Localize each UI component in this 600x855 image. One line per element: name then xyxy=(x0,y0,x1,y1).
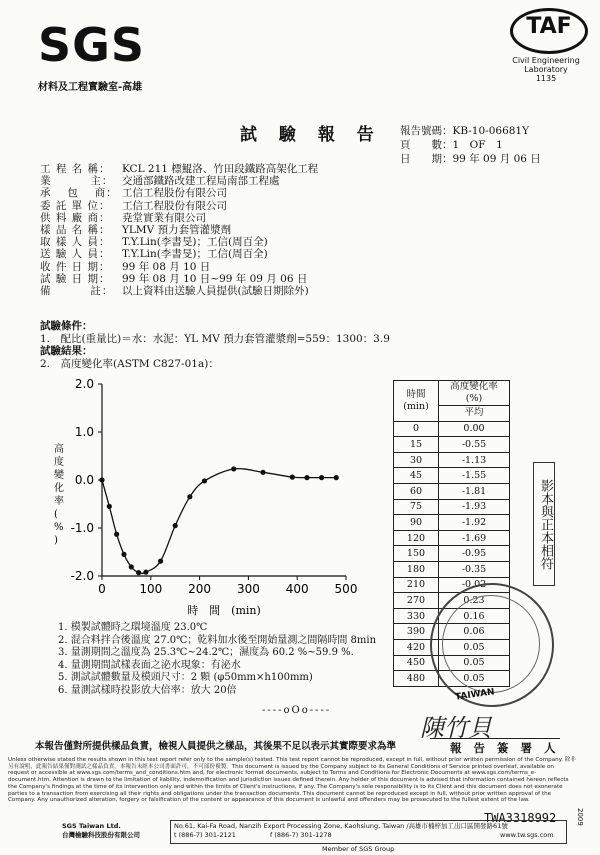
note-item: 5. 測試試體數量及模頭尺寸：2 顆 (φ50mm×h100mm) xyxy=(58,672,313,684)
company-web: www.tw.sgs.com xyxy=(500,831,554,839)
table-row xyxy=(394,499,510,515)
x-tick-label: 100 xyxy=(139,582,163,596)
info-row: 樣 品 名 稱： YLMV 預力套管灌漿劑 xyxy=(40,223,232,236)
copy-stamp: 影本與正本相符 xyxy=(533,462,555,586)
seal-text: TAIWAN xyxy=(454,687,496,703)
time-cell: 90 xyxy=(394,515,439,531)
data-point xyxy=(143,570,148,575)
info-row: 工 程 名 稱： KCL 211 標鯤洛、竹田段鐵路高架化工程 xyxy=(40,163,319,175)
change-cell: -0.95 xyxy=(439,546,510,562)
test-conditions xyxy=(40,320,390,370)
y-tick-label: 2.0 xyxy=(74,377,94,391)
time-header: 時間 (min) xyxy=(394,381,439,422)
time-cell: 390 xyxy=(394,624,439,640)
note-item: 2. 混合料拌合後溫度 27.0℃；乾料加水後至開始量測之間隔時間 8min xyxy=(58,634,377,646)
x-tick-label: 300 xyxy=(236,582,260,596)
data-point xyxy=(107,504,112,509)
note-item: 4. 量測期間試樣表面之泌水現象：有泌水 xyxy=(58,659,241,671)
time-cell: 45 xyxy=(394,468,439,484)
sample-disclaimer: 本報告僅對所提供樣品負責，檢視人員提供之樣品，其後果不足以表示其實際要求為準 xyxy=(35,741,397,752)
table-row xyxy=(394,483,510,499)
lab-subtitle: 材料及工程實驗室-高雄 xyxy=(38,82,143,93)
info-row: 承 包 商： 工信工程股份有限公司 xyxy=(40,187,227,200)
x-tick-label: 0 xyxy=(98,582,106,596)
data-point xyxy=(187,494,192,499)
table-row xyxy=(394,530,510,546)
signature-line xyxy=(430,738,560,739)
change-cell: 0.05 xyxy=(439,671,510,687)
change-cell: -1.13 xyxy=(439,452,510,468)
form-code: TWA3318992 xyxy=(484,811,557,825)
info-row: 委 託 單 位： 工信工程股份有限公司 xyxy=(40,199,227,212)
data-point xyxy=(334,475,339,480)
change-cell: -1.92 xyxy=(439,515,510,531)
info-row: 收 件 日 期： 99 年 08 月 10 日 xyxy=(40,260,211,273)
change-cell: 0.00 xyxy=(439,421,510,437)
change-cell: -1.81 xyxy=(439,483,510,499)
info-row: 供 料 廠 商： 尭堂實業有限公司 xyxy=(40,211,206,224)
time-cell: 330 xyxy=(394,608,439,624)
seal-inner-icon xyxy=(442,595,540,693)
x-tick-label: 400 xyxy=(285,582,309,596)
fine-print: Unless otherwise stated the results shown in this test report refer only to the sample(s) tested. This test report cannot be reproduced, except in full, without prior written permission of the Company. 除非另有說明，此報告結果僅對測試之樣品負責。本報告未經本公司書面許可，不可部份複製。This document is issued by the Company subject to its General Conditions of Service printed overleaf, available on request or accessible at www.sgs.com/terms_and_conditions.htm and, for electronic format documents, subject to Terms and Conditions for Electronic Documents at www.sgs.com/terms_e-document.htm. Attention is drawn to the limitation of liability, indemnification and jurisdiction issues defined therein. Any holder of this document is advised that information contained hereon reflects the Company's findings at the time of its intervention only and within the limits of Client's instructions, if any. The Company's sole responsibility is to its Client and this document does not exonerate parties to a transaction from exercising all their rights and obligations under the transaction documents. This document cannot be reproduced except in full, without prior written approval of the Company. Any unauthorized alteration, forgery or falsification of the content or appearance of this document is unlawful and offenders may be prosecuted to the fullest extent of the law. xyxy=(8,757,576,804)
change-cell: -0.02 xyxy=(439,577,510,593)
info-block xyxy=(40,163,318,297)
change-cell: -1.93 xyxy=(439,499,510,515)
data-point xyxy=(158,559,163,564)
test-notes xyxy=(58,622,376,698)
report-number-label: 報告號碼： xyxy=(400,125,453,137)
info-row: 取 樣 人 員： T.Y.Lin(李書旻)；工信(周百全) xyxy=(40,236,268,249)
time-cell: 210 xyxy=(394,577,439,593)
note-item: 3. 量測期間之溫度為 25.3℃~24.2℃；濕度為 60.2 %~59.9 %. xyxy=(58,647,354,659)
info-row: 備 註： 以上資料由送驗人員提供(試驗日期除外) xyxy=(40,284,309,297)
table-row xyxy=(394,437,510,453)
table-row xyxy=(394,452,510,468)
data-point xyxy=(319,475,324,480)
report-meta xyxy=(400,124,541,166)
average-header: 平均 xyxy=(439,406,510,422)
sgs-logo: SGS xyxy=(38,18,146,72)
table-row xyxy=(394,546,510,562)
page-label: 頁 數： xyxy=(400,139,453,151)
table-row xyxy=(394,421,510,437)
y-tick-label: -2.0 xyxy=(70,569,94,583)
data-point xyxy=(173,523,178,528)
time-cell: 480 xyxy=(394,671,439,687)
time-cell: 420 xyxy=(394,639,439,655)
data-point xyxy=(231,466,236,471)
time-cell: 450 xyxy=(394,655,439,671)
signature: 陳竹貝 xyxy=(420,714,492,742)
x-tick-label: 500 xyxy=(334,582,358,596)
data-point xyxy=(260,470,265,475)
change-cell: 0.05 xyxy=(439,655,510,671)
print-year: 2009 xyxy=(576,808,584,826)
report-title: 試 驗 報 告 xyxy=(240,125,382,145)
table-row xyxy=(394,515,510,531)
change-cell: 0.05 xyxy=(439,639,510,655)
change-header: 高度變化率 (%) xyxy=(439,381,510,406)
time-cell: 270 xyxy=(394,593,439,609)
company-address: No.61, Kai-Fa Road, Nanzih Export Processing Zone, Kaohsiung, Taiwan /高雄市楠梓加工出口區開發路61號 xyxy=(174,822,508,830)
company-tel: t (886-7) 301-2121 xyxy=(174,831,236,839)
report-number: KB-10-06681Y xyxy=(452,125,530,137)
page-footer xyxy=(0,820,600,853)
company-fax: f (886-7) 301-1278 xyxy=(270,831,332,839)
y-tick-label: 1.0 xyxy=(74,425,94,439)
data-point xyxy=(290,475,295,480)
time-cell: 180 xyxy=(394,561,439,577)
series-line xyxy=(102,469,336,574)
change-cell: 0.06 xyxy=(439,624,510,640)
info-row: 送 驗 人 員： T.Y.Lin(李書旻)；工信(周百全) xyxy=(40,248,268,261)
change-cell: -1.69 xyxy=(439,530,510,546)
data-point xyxy=(121,552,126,557)
height-change-heading: 2. 高度變化率(ASTM C827-01a)： xyxy=(40,357,219,370)
table-row xyxy=(394,561,510,577)
time-cell: 0 xyxy=(394,421,439,437)
data-point xyxy=(99,477,104,482)
end-marker: ----oOo---- xyxy=(262,705,332,716)
table-row xyxy=(394,468,510,484)
data-point xyxy=(136,570,141,575)
company-name-en: SGS Taiwan Ltd. xyxy=(62,822,121,830)
y-axis-label: 高度變化率( % ) xyxy=(54,444,64,546)
report-date: 99 年 09 月 06 日 xyxy=(452,153,541,165)
company-name-zh: 台灣檢驗科技股份有限公司 xyxy=(62,831,140,839)
mix-ratio: 1. 配比(重量比)＝水：水泥：YL MV 預力套管灌漿劑=559：1300：3.9 xyxy=(40,332,390,345)
change-cell: 0.16 xyxy=(439,608,510,624)
conditions-heading: 試驗條件： xyxy=(40,320,93,332)
change-cell: -1.55 xyxy=(439,468,510,484)
info-row: 業 主： 交通部鐵路改建工程局南部工程處 xyxy=(40,175,280,188)
time-cell: 75 xyxy=(394,499,439,515)
accreditation-text: Civil Engineering Laboratory 1135 xyxy=(512,56,580,83)
taf-logo: TAF xyxy=(526,14,572,39)
signatory-label: 報 告 簽 署 人 xyxy=(450,741,560,755)
y-tick-label: -1.0 xyxy=(70,521,94,535)
data-point xyxy=(114,532,119,537)
note-item: 6. 量測試樣時投影放大倍率：放大 20倍 xyxy=(58,684,237,696)
x-tick-label: 200 xyxy=(188,582,212,596)
time-cell: 15 xyxy=(394,437,439,453)
note-item: 1. 模製試體時之環境溫度 23.0℃ xyxy=(58,622,208,633)
time-cell: 150 xyxy=(394,546,439,562)
data-point xyxy=(129,564,134,569)
change-cell: -0.35 xyxy=(439,561,510,577)
date-label: 日 期： xyxy=(400,153,453,165)
page-count: 1 OF 1 xyxy=(452,139,503,151)
x-axis-label: 時 間 (min) xyxy=(187,604,261,617)
y-tick-label: 0.0 xyxy=(74,473,94,487)
time-cell: 120 xyxy=(394,530,439,546)
data-point xyxy=(304,475,309,480)
time-cell: 30 xyxy=(394,452,439,468)
change-cell: 0.23 xyxy=(439,593,510,609)
results-heading: 試驗結果： xyxy=(40,345,93,357)
member-of-sgs: Member of SGS Group xyxy=(322,845,395,853)
time-cell: 60 xyxy=(394,483,439,499)
info-row: 試 驗 日 期： 99 年 08 月 10 日~99 年 09 月 06 日 xyxy=(40,272,308,285)
height-change-chart xyxy=(40,372,370,620)
change-cell: -0.55 xyxy=(439,437,510,453)
data-point xyxy=(202,478,207,483)
